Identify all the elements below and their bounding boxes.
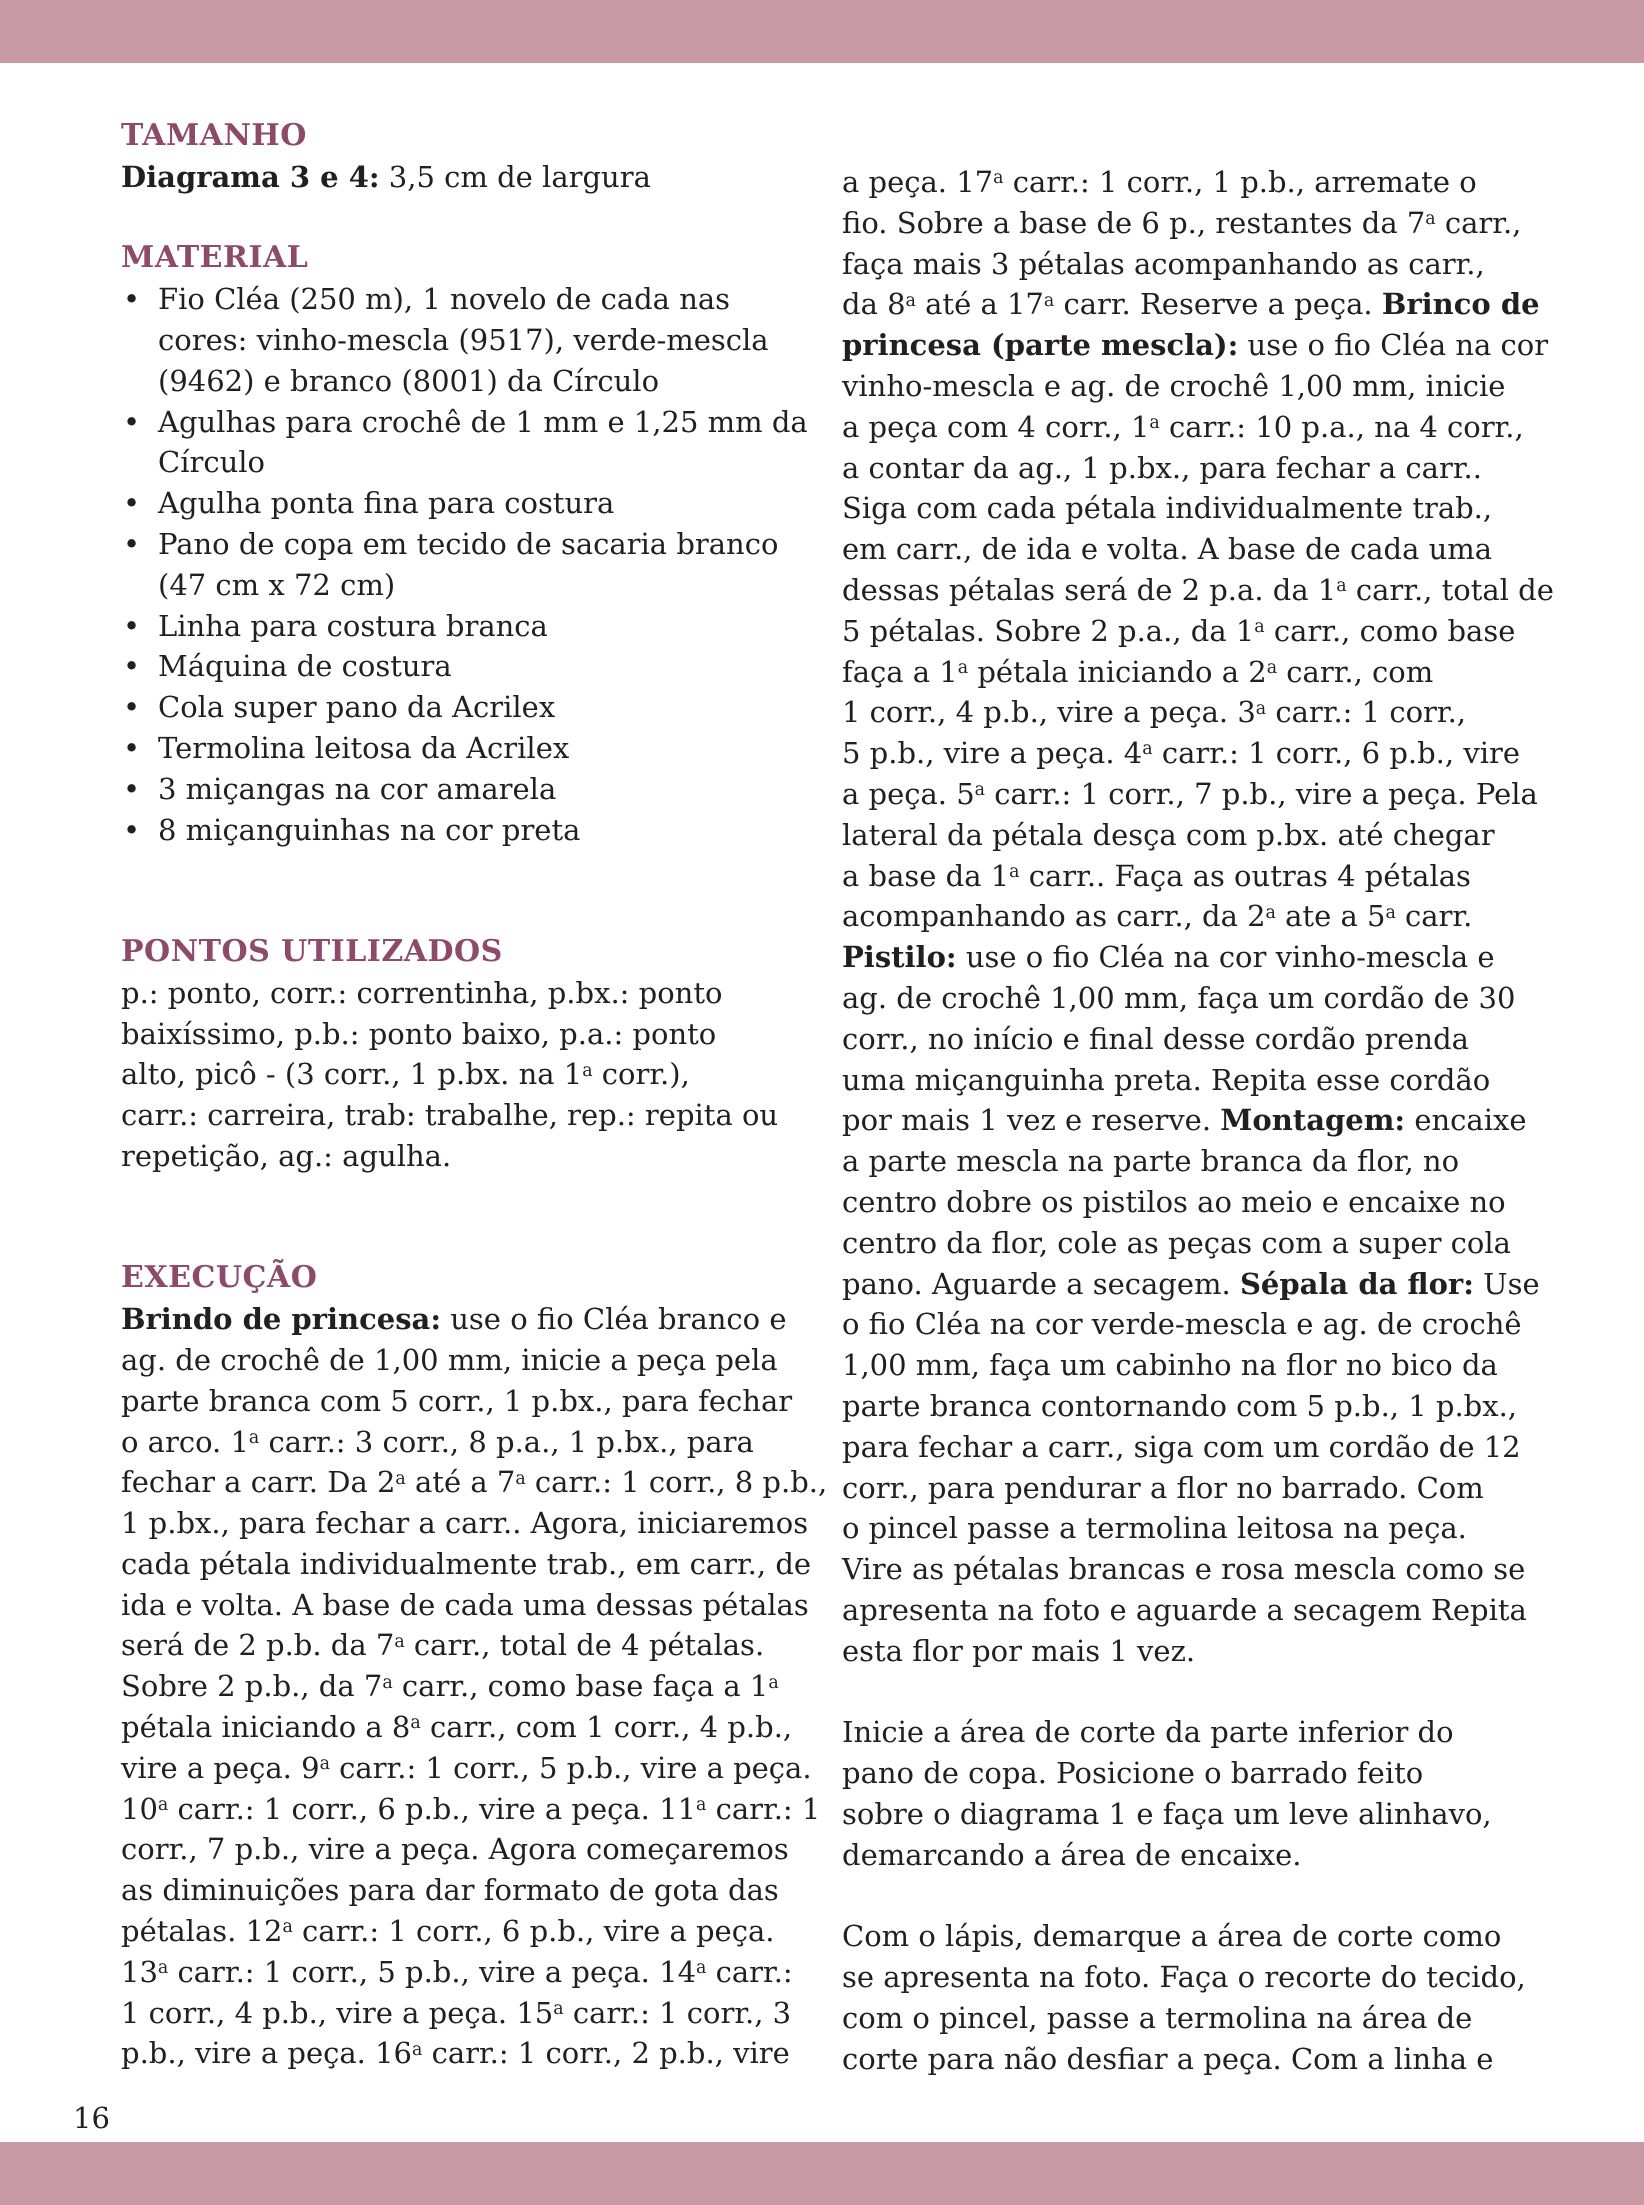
- pontos-text: [121, 973, 821, 1177]
- bullet-icon: •: [123, 730, 141, 765]
- material-item-line: Agulhas para crochê de 1 mm e 1,25 mm da: [158, 404, 808, 439]
- execucao-line: Pistilo: use o fio Cléa na cor vinho-mescla e: [842, 940, 1495, 975]
- bullet-icon: •: [123, 404, 141, 439]
- execucao-line: demarcando a área de encaixe.: [842, 1837, 1302, 1872]
- execucao-line: Sobre 2 p.b., da 7$^a$ carr., como base faça a 1$^a$: [121, 1669, 779, 1704]
- execucao-text-left: [121, 1299, 828, 2074]
- material-item-line: Agulha ponta fina para costura: [158, 486, 615, 521]
- execucao-line: pétalas. 12$^a$ carr.: 1 corr., 6 p.b., vire a peça.: [121, 1914, 775, 1949]
- bullet-icon: •: [123, 282, 141, 317]
- material-item-line: Círculo: [158, 445, 265, 480]
- material-item-line: Fio Cléa (250 m), 1 novelo de cada nas: [158, 282, 731, 317]
- execucao-line: para fechar a carr., siga com um cordão de 12: [842, 1429, 1521, 1464]
- pontos-line: alto, picô - (3 corr., 1 p.bx. na 1$^a$ corr.),: [121, 1057, 690, 1092]
- execucao-line: cada pétala individualmente trab., em carr., de: [121, 1546, 812, 1581]
- execucao-line: corte para não desfiar a peça. Com a linha e: [842, 2041, 1494, 2076]
- execucao-line: fio. Sobre a base de 6 p., restantes da 7$^a$ carr.,: [842, 205, 1522, 240]
- material-item: [121, 279, 821, 401]
- material-item-line: (9462) e branco (8001) da Círculo: [158, 363, 660, 398]
- material-item-line: Pano de copa em tecido de sacaria branco: [158, 526, 779, 561]
- material-item-line: 3 miçangas na cor amarela: [158, 771, 557, 806]
- material-item: [121, 483, 821, 524]
- bullet-icon: •: [123, 649, 141, 684]
- page-number: 16: [73, 2101, 110, 2135]
- execucao-line: pano. Aguarde a secagem. Sépala da flor: Use: [842, 1266, 1540, 1301]
- execucao-line: pétala iniciando a 8$^a$ carr., com 1 corr., 4 p.b.,: [121, 1710, 793, 1745]
- execucao-line: Vire as pétalas brancas e rosa mescla como se: [842, 1552, 1526, 1587]
- execucao-line: fechar a carr. Da 2$^a$ até a 7$^a$ carr.: 1 corr., 8 p.b.,: [121, 1465, 828, 1500]
- execucao-line: vire a peça. 9$^a$ carr.: 1 corr., 5 p.b., vire a peça.: [121, 1750, 812, 1785]
- material-item-line: (47 cm x 72 cm): [158, 567, 396, 602]
- tamanho-label: Diagrama 3 e 4:: [121, 159, 380, 194]
- execucao-line: o pincel passe a termolina leitosa na peça.: [842, 1511, 1467, 1546]
- execucao-line: parte branca com 5 corr., 1 p.bx., para fechar: [121, 1383, 793, 1418]
- execucao-line: parte branca contornando com 5 p.b., 1 p.bx.,: [842, 1388, 1518, 1423]
- execucao-line: a base da 1$^a$ carr.. Faça as outras 4 pétalas: [842, 858, 1471, 893]
- bottom-band: [0, 2142, 1644, 2205]
- execucao-line: a parte mescla na parte branca da flor, no: [842, 1144, 1460, 1179]
- bullet-icon: •: [123, 486, 141, 521]
- execucao-line: acompanhando as carr., da 2$^a$ ate a 5$^a$ carr.: [842, 899, 1473, 934]
- material-item: [121, 646, 821, 687]
- material-item: [121, 810, 821, 851]
- execucao-line: Brindo de princesa: use o fio Cléa branco e: [121, 1302, 787, 1337]
- execucao-line: 1 corr., 4 p.b., vire a peça. 3$^a$ carr.: 1 corr.,: [842, 695, 1467, 730]
- execucao-line: será de 2 p.b. da 7$^a$ carr., total de 4 pétalas.: [121, 1628, 765, 1663]
- execucao-line: ida e volta. A base de cada uma dessas pétalas: [121, 1587, 809, 1622]
- execucao-line: princesa (parte mescla): use o fio Cléa na cor: [842, 328, 1549, 363]
- bullet-icon: •: [123, 771, 141, 806]
- material-item: [121, 687, 821, 728]
- execucao-line: a contar da ag., 1 p.bx., para fechar a carr..: [842, 450, 1482, 485]
- execucao-heading: EXECUÇÃO: [121, 1260, 318, 1296]
- execucao-line: 10$^a$ carr.: 1 corr., 6 p.b., vire a peça. 11$^a$ carr.: 1: [121, 1791, 821, 1826]
- material-item: [121, 728, 821, 769]
- execucao-text-right: [842, 162, 1554, 2079]
- execucao-line: corr., no início e final desse cordão prenda: [842, 1021, 1469, 1056]
- execucao-line: faça a 1$^a$ pétala iniciando a 2$^a$ carr., com: [842, 654, 1434, 689]
- pontos-heading: PONTOS UTILIZADOS: [121, 933, 503, 969]
- material-item: [121, 606, 821, 647]
- tamanho-value: 3,5 cm de largura: [379, 159, 651, 194]
- execucao-line: corr., 7 p.b., vire a peça. Agora começaremos: [121, 1832, 789, 1867]
- material-item-line: Linha para costura branca: [158, 608, 548, 643]
- pontos-line: repetição, ag.: agulha.: [121, 1138, 452, 1173]
- execucao-line: a peça. 17$^a$ carr.: 1 corr., 1 p.b., arremate o: [842, 165, 1477, 199]
- execucao-line: em carr., de ida e volta. A base de cada uma: [842, 532, 1493, 567]
- tamanho-heading: TAMANHO: [121, 118, 307, 153]
- execucao-line: vinho-mescla e ag. de crochê 1,00 mm, inicie: [842, 368, 1506, 403]
- left-column: [121, 116, 828, 2074]
- execucao-line: esta flor por mais 1 vez.: [842, 1633, 1196, 1668]
- execucao-line: p.b., vire a peça. 16$^a$ carr.: 1 corr., 2 p.b., vire: [121, 2036, 790, 2071]
- pontos-line: p.: ponto, corr.: correntinha, p.bx.: ponto: [121, 975, 723, 1010]
- execucao-line: apresenta na foto e aguarde a secagem Repita: [842, 1592, 1527, 1627]
- execucao-line: a peça com 4 corr., 1$^a$ carr.: 10 p.a., na 4 corr.,: [842, 409, 1524, 444]
- execucao-line: ag. de crochê de 1,00 mm, inicie a peça pela: [121, 1342, 778, 1377]
- material-item-line: cores: vinho-mescla (9517), verde-mescla: [158, 322, 769, 357]
- execucao-line: 5 pétalas. Sobre 2 p.a., da 1$^a$ carr., como base: [842, 613, 1516, 648]
- bullet-icon: •: [123, 690, 141, 725]
- execucao-line: corr., para pendurar a flor no barrado. Com: [842, 1470, 1484, 1505]
- execucao-line: 5 p.b., vire a peça. 4$^a$ carr.: 1 corr., 6 p.b., vire: [842, 736, 1521, 771]
- execucao-line: sobre o diagrama 1 e faça um leve alinhavo,: [842, 1796, 1492, 1831]
- execucao-line: faça mais 3 pétalas acompanhando as carr.,: [842, 246, 1485, 281]
- execucao-line: se apresenta na foto. Faça o recorte do tecido,: [842, 1960, 1526, 1995]
- execucao-line: 1 p.bx., para fechar a carr.. Agora, iniciaremos: [121, 1506, 809, 1541]
- material-item: [121, 524, 821, 606]
- execucao-line: centro da flor, cole as peças com a super cola: [842, 1225, 1511, 1260]
- execucao-line: Com o lápis, demarque a área de corte como: [842, 1919, 1502, 1954]
- pontos-line: baixíssimo, p.b.: ponto baixo, p.a.: ponto: [121, 1016, 717, 1051]
- execucao-line: uma miçanguinha preta. Repita esse cordão: [842, 1062, 1491, 1097]
- material-item-line: 8 miçanguinhas na cor preta: [158, 812, 581, 847]
- execucao-line: ag. de crochê 1,00 mm, faça um cordão de 30: [842, 980, 1516, 1015]
- execucao-line: 13$^a$ carr.: 1 corr., 5 p.b., vire a peça. 14$^a$ carr.:: [121, 1954, 793, 1989]
- pontos-line: carr.: carreira, trab: trabalhe, rep.: repita ou: [121, 1098, 779, 1133]
- execucao-line: por mais 1 vez e reserve. Montagem: encaixe: [842, 1103, 1527, 1138]
- execucao-line: dessas pétalas será de 2 p.a. da 1$^a$ carr., total de: [842, 572, 1554, 607]
- execucao-line: o arco. 1$^a$ carr.: 3 corr., 8 p.a., 1 p.bx., para: [121, 1424, 754, 1459]
- execucao-line: da 8$^a$ até a 17$^a$ carr. Reserve a peça. Brinco de: [842, 287, 1540, 322]
- blank-line: [842, 1671, 1542, 1712]
- execucao-line: Siga com cada pétala individualmente trab.,: [842, 491, 1493, 526]
- execucao-line: a peça. 5$^a$ carr.: 1 corr., 7 p.b., vire a peça. Pela: [842, 776, 1538, 811]
- tamanho-line: [121, 157, 821, 198]
- top-band: [0, 0, 1644, 63]
- material-list: [121, 279, 821, 850]
- material-heading: MATERIAL: [121, 240, 309, 276]
- execucao-line: lateral da pétala desça com p.bx. até chegar: [842, 817, 1495, 852]
- execucao-line: o fio Cléa na cor verde-mescla e ag. de crochê: [842, 1307, 1522, 1342]
- bullet-icon: •: [123, 608, 141, 643]
- bullet-icon: •: [123, 812, 141, 847]
- execucao-line: centro dobre os pistilos ao meio e encaixe no: [842, 1184, 1506, 1219]
- execucao-line: as diminuições para dar formato de gota das: [121, 1873, 779, 1908]
- execucao-line: 1 corr., 4 p.b., vire a peça. 15$^a$ carr.: 1 corr., 3: [121, 1995, 792, 2030]
- execucao-line: com o pincel, passe a termolina na área de: [842, 2000, 1473, 2035]
- material-item-line: Cola super pano da Acrilex: [158, 690, 556, 725]
- material-item-line: Máquina de costura: [158, 649, 452, 684]
- material-item-line: Termolina leitosa da Acrilex: [158, 730, 570, 765]
- execucao-line: 1,00 mm, faça um cabinho na flor no bico da: [842, 1348, 1498, 1383]
- material-item: [121, 402, 821, 484]
- execucao-line: Inicie a área de corte da parte inferior do: [842, 1715, 1454, 1750]
- bullet-icon: •: [123, 526, 141, 561]
- blank-line: [842, 1875, 1542, 1916]
- material-item: [121, 769, 821, 810]
- execucao-line: pano de copa. Posicione o barrado feito: [842, 1756, 1424, 1791]
